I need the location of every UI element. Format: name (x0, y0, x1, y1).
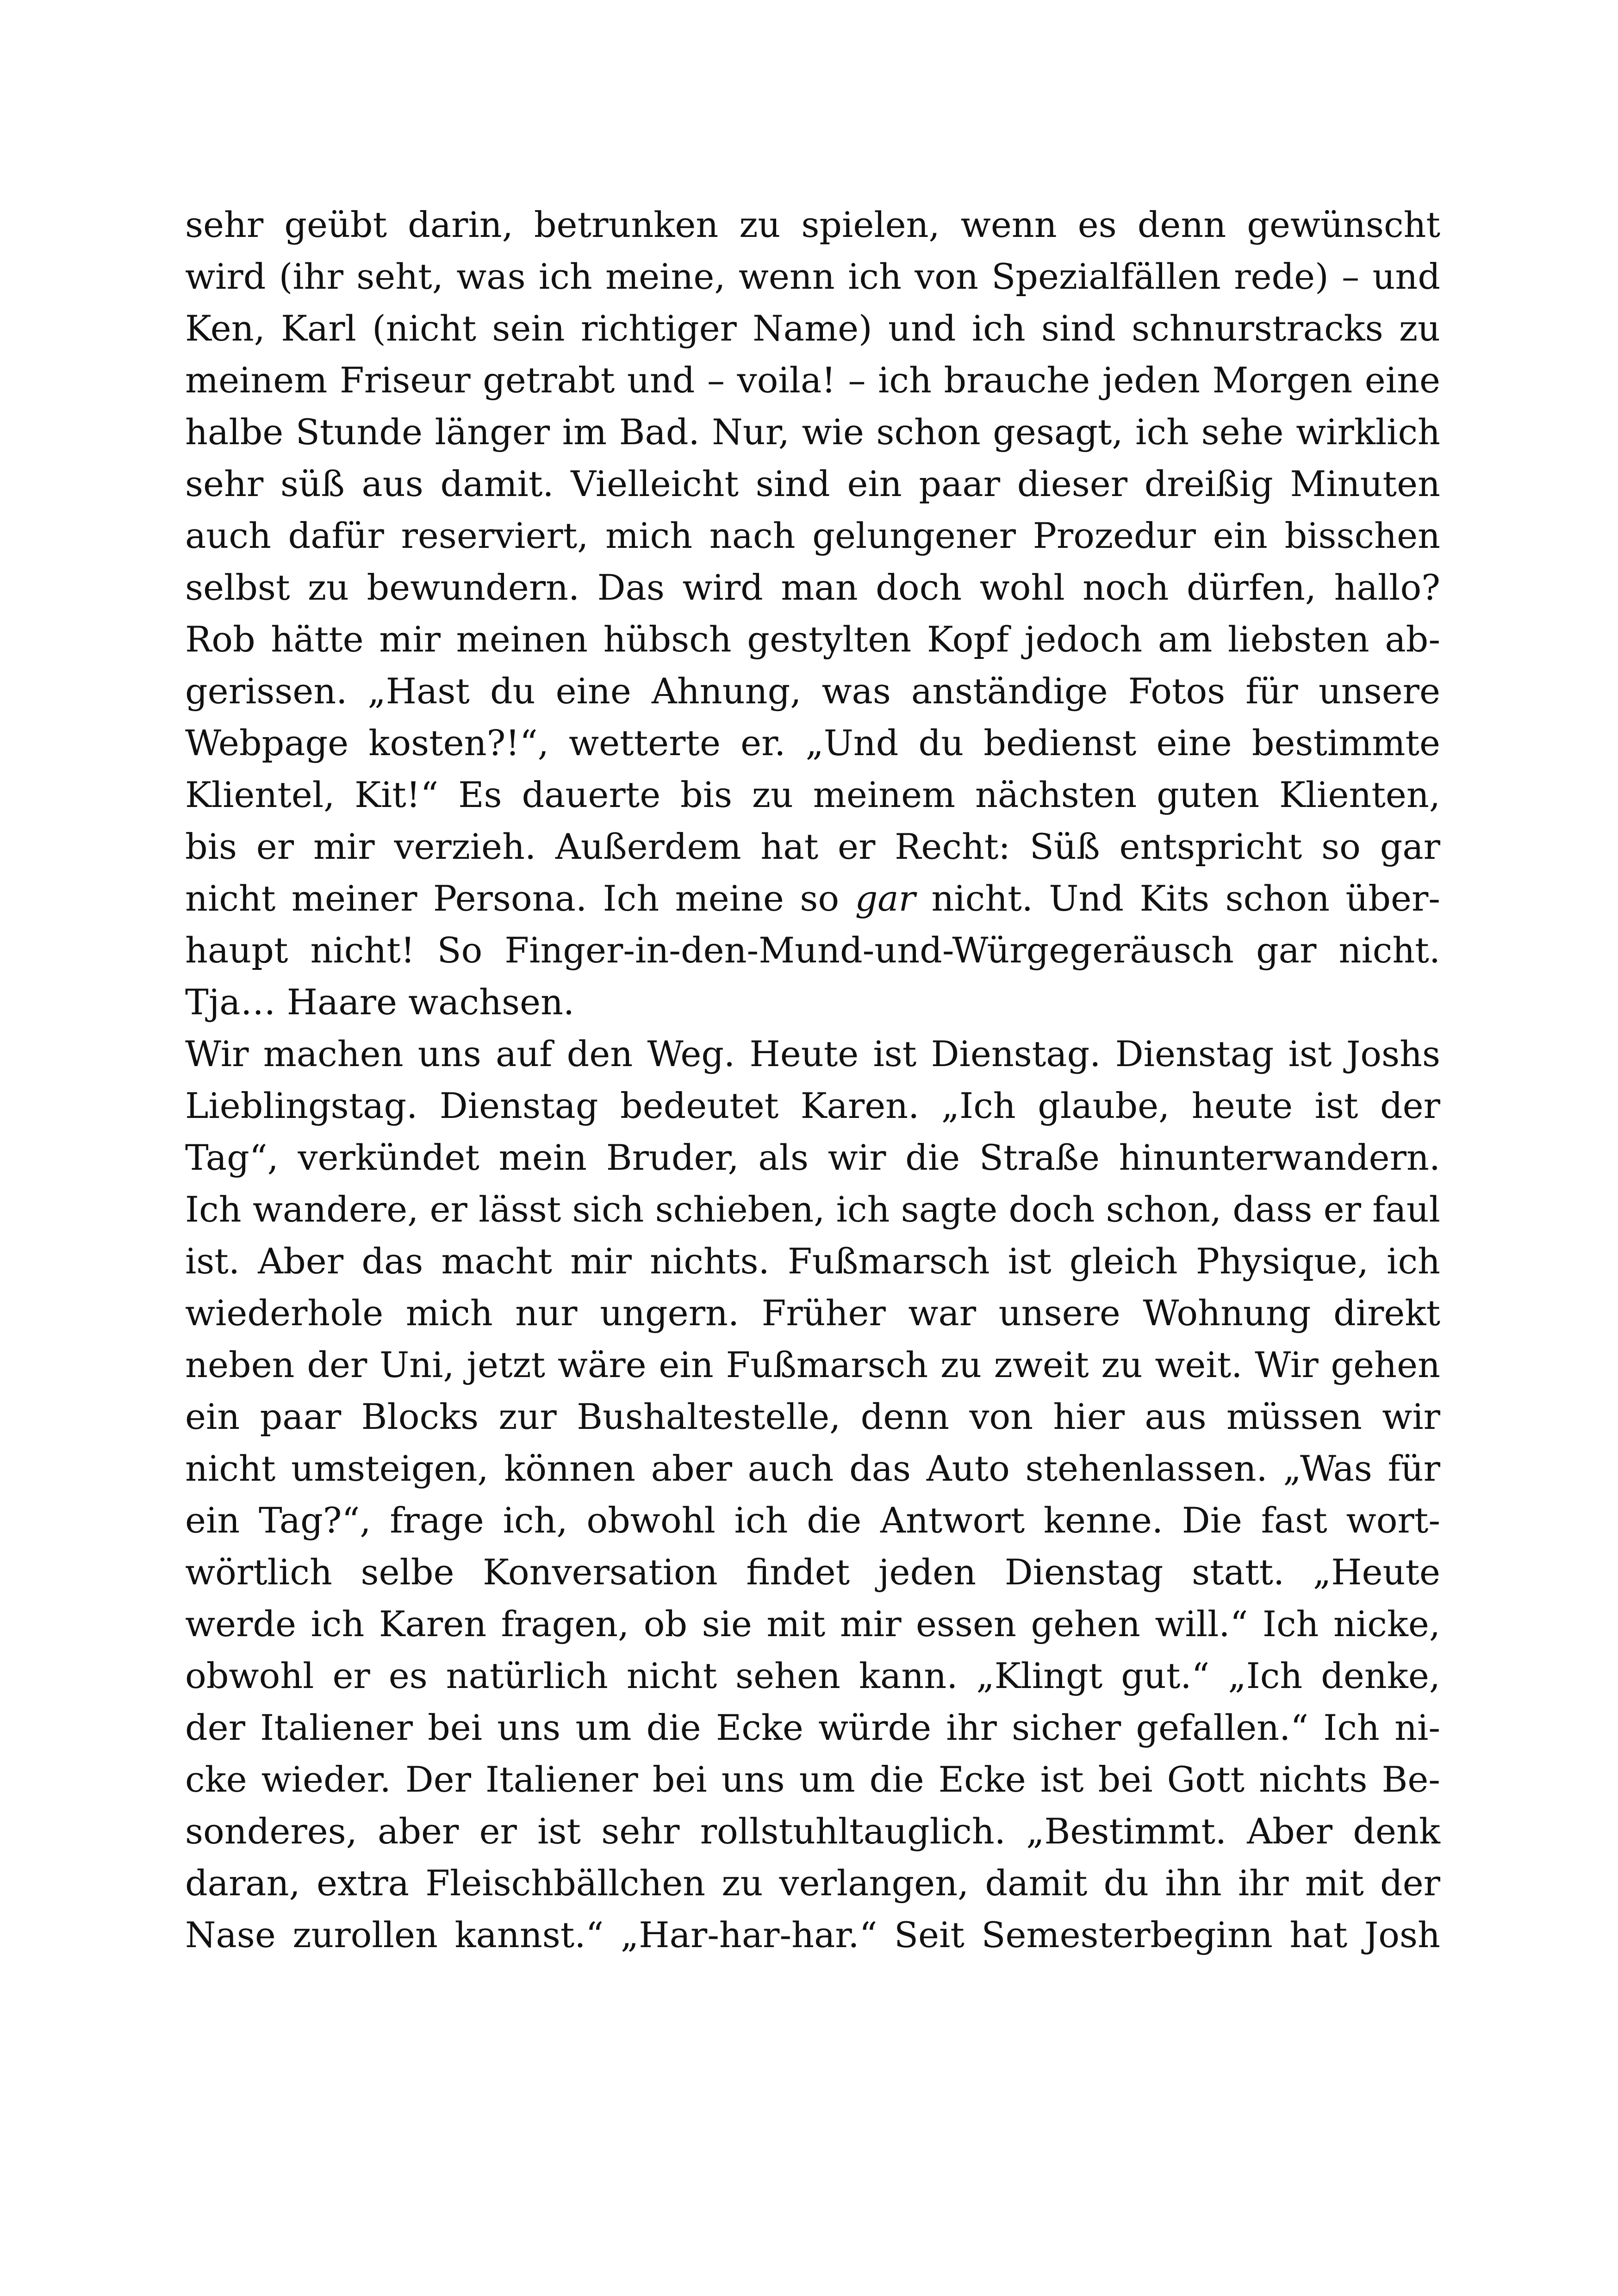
text-line: Ken, Karl (nicht sein richtiger Name) und ich sind schnurstracks zu (185, 308, 1440, 349)
text-line: auch dafür reserviert, mich nach gelungener Prozedur ein bisschen (185, 515, 1440, 556)
text-line: ein Tag?“, frage ich, obwohl ich die Antwort kenne. Die fast wort- (185, 1500, 1440, 1541)
text-line: haupt nicht! So Finger-in-den-Mund-und-Würgegeräusch gar nicht. (185, 930, 1440, 971)
text-line: Webpage kosten?!“, wetterte er. „Und du bedienst eine bestimmte (185, 722, 1440, 763)
body-text (185, 199, 1440, 1961)
text-line: Lieblingstag. Dienstag bedeutet Karen. „Ich glaube, heute ist der (185, 1085, 1440, 1126)
text-line: neben der Uni, jetzt wäre ein Fußmarsch zu zweit zu weit. Wir gehen (185, 1344, 1440, 1385)
text-line: ein paar Blocks zur Bushaltestelle, denn von hier aus müssen wir (185, 1396, 1440, 1437)
text-line: Nase zurollen kannst.“ „Har-har-har.“ Seit Semesterbeginn hat Josh (185, 1914, 1440, 1955)
text-line: Wir machen uns auf den Weg. Heute ist Dienstag. Dienstag ist Joshs (185, 1033, 1440, 1074)
text-line: bis er mir verzieh. Außerdem hat er Recht: Süß entspricht so gar (185, 826, 1440, 867)
text-line: nicht umsteigen, können aber auch das Auto stehenlassen. „Was für (185, 1448, 1440, 1489)
emphasized-word: gar (855, 878, 915, 919)
text-line: sehr süß aus damit. Vielleicht sind ein paar dieser dreißig Minuten (185, 463, 1440, 504)
text-line: wörtlich selbe Konversation findet jeden Dienstag statt. „Heute (185, 1551, 1440, 1593)
text-line-start: nicht meiner Persona. Ich meine so (185, 878, 855, 919)
text-line-end: nicht. Und Kits schon über- (915, 878, 1440, 919)
text-line: obwohl er es natürlich nicht sehen kann. „Klingt gut.“ „Ich denke, (185, 1655, 1440, 1696)
text-line: wiederhole mich nur ungern. Früher war unsere Wohnung direkt (185, 1292, 1440, 1334)
text-line: der Italiener bei uns um die Ecke würde ihr sicher gefallen.“ Ich ni- (185, 1707, 1440, 1748)
text-line: cke wieder. Der Italiener bei uns um die Ecke ist bei Gott nichts Be- (185, 1759, 1440, 1800)
text-line: Klientel, Kit!“ Es dauerte bis zu meinem nächsten guten Klienten, (185, 774, 1440, 815)
text-line: meinem Friseur getrabt und – voila! – ich brauche jeden Morgen eine (185, 360, 1440, 401)
text-line: ist. Aber das macht mir nichts. Fußmarsch ist gleich Physique, ich (185, 1241, 1440, 1282)
text-line: gerissen. „Hast du eine Ahnung, was anständige Fotos für unsere (185, 670, 1440, 712)
text-line: Ich wandere, er lässt sich schieben, ich sagte doch schon, dass er faul (185, 1189, 1440, 1230)
paragraph-end-line: Tja… Haare wachsen. (185, 981, 575, 1023)
text-line: wird (ihr seht, was ich meine, wenn ich von Spezialfällen rede) – und (185, 256, 1440, 297)
text-line: selbst zu bewundern. Das wird man doch wohl noch dürfen, hallo? (185, 567, 1440, 608)
text-line: Tag“, verkündet mein Bruder, als wir die Straße hinunterwandern. (185, 1137, 1440, 1178)
text-line: sehr geübt darin, betrunken zu spielen, wenn es denn gewünscht (185, 204, 1440, 245)
text-line: sonderes, aber er ist sehr rollstuhltauglich. „Bestimmt. Aber denk (185, 1811, 1440, 1852)
text-line: Rob hätte mir meinen hübsch gestylten Kopf jedoch am liebsten ab- (185, 619, 1440, 660)
text-line: werde ich Karen fragen, ob sie mit mir essen gehen will.“ Ich nicke, (185, 1603, 1440, 1644)
text-line (185, 873, 1440, 925)
text-line: daran, extra Fleischbällchen zu verlangen, damit du ihn ihr mit der (185, 1862, 1440, 1904)
text-line: halbe Stunde länger im Bad. Nur, wie schon gesagt, ich sehe wirklich (185, 411, 1440, 453)
